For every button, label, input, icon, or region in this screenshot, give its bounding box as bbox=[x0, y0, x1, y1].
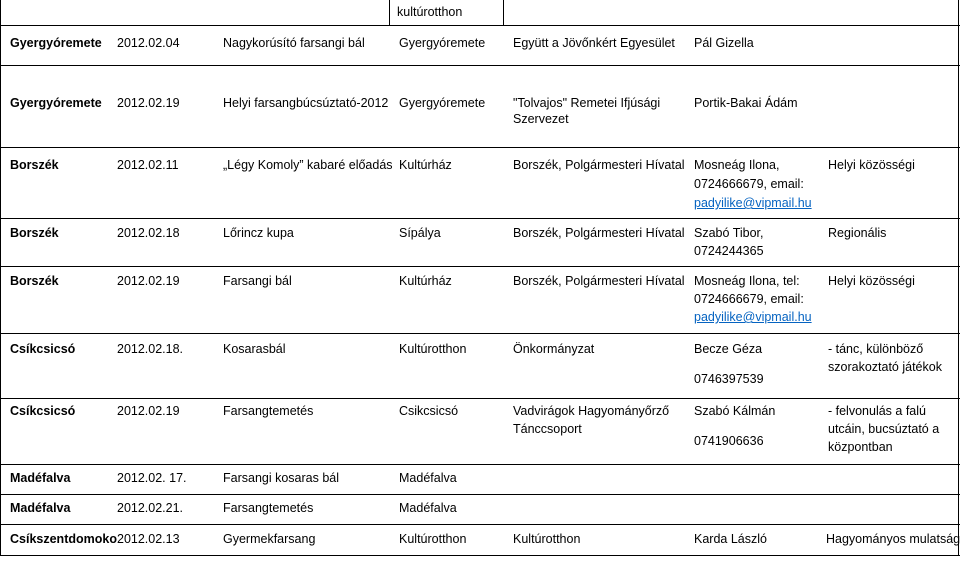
col-border bbox=[503, 0, 504, 26]
cell-location: Csíkcsicsó bbox=[10, 342, 76, 356]
cell-event: Lőrincz kupa bbox=[223, 226, 294, 240]
cell-type: - tánc, különböző bbox=[828, 342, 924, 356]
cell-venue: Gyergyóremete bbox=[399, 96, 486, 110]
cell-organizer: Szervezet bbox=[513, 112, 569, 126]
cell-organizer: Borszék, Polgármesteri Hívatal bbox=[513, 274, 685, 288]
cell-location: Csíkcsicsó bbox=[10, 404, 76, 418]
cell-contact: 0724666679, email: bbox=[694, 177, 804, 191]
cell-event: Helyi farsangbúcsúztató-2012 bbox=[223, 96, 389, 110]
row-border bbox=[0, 65, 960, 66]
cell-type: Regionális bbox=[828, 226, 887, 240]
cell-venue: Kultúrház bbox=[399, 158, 452, 172]
row-border bbox=[0, 147, 960, 148]
row-border bbox=[0, 464, 960, 465]
cell-contact: Mosneág Ilona, tel: bbox=[694, 274, 800, 288]
cell-contact: Mosneág Ilona, bbox=[694, 158, 780, 172]
cell-type: Helyi közösségi bbox=[828, 158, 915, 172]
cell-type: Hagyományos mulatság bbox=[826, 532, 960, 546]
cell-venue: Kultúrotthon bbox=[399, 532, 467, 546]
cell-type: - felvonulás a falú bbox=[828, 404, 926, 418]
cell-contact: 0724244365 bbox=[694, 244, 764, 258]
cell-event: Farsangi kosaras bál bbox=[223, 471, 340, 485]
cell-location: Borszék bbox=[10, 158, 59, 172]
cell-venue: Sípálya bbox=[399, 226, 441, 240]
cell-type: központban bbox=[828, 440, 893, 454]
row-border bbox=[0, 555, 960, 556]
cell-organizer: Önkormányzat bbox=[513, 342, 595, 356]
cell-date: 2012.02. 17. bbox=[117, 471, 187, 485]
cell-organizer: "Tolvajos" Remetei Ifjúsági bbox=[513, 96, 661, 110]
row-border bbox=[0, 524, 960, 525]
cell-contact: Pál Gizella bbox=[694, 36, 754, 50]
email-link[interactable]: padyilike@vipmail.hu bbox=[694, 310, 812, 324]
cell-date: 2012.02.18. bbox=[117, 342, 184, 356]
cell-venue: Kultúrház bbox=[399, 274, 452, 288]
cell-event: Farsangtemetés bbox=[223, 501, 314, 515]
cell-venue: Madéfalva bbox=[399, 501, 457, 515]
email-link[interactable]: padyilike@vipmail.hu bbox=[694, 196, 812, 210]
row-border bbox=[0, 494, 960, 495]
cell-date: 2012.02.19 bbox=[117, 274, 180, 288]
cell-contact: 0724666679, email: bbox=[694, 292, 804, 306]
cell-event: Farsangtemetés bbox=[223, 404, 314, 418]
col-border bbox=[958, 0, 959, 556]
cell-date: 2012.02.19 bbox=[117, 404, 180, 418]
row-border bbox=[0, 25, 960, 26]
cell-event: Nagykorúsító farsangi bál bbox=[223, 36, 365, 50]
row-border bbox=[0, 398, 960, 399]
cell-date: 2012.02.18 bbox=[117, 226, 180, 240]
cell-date: 2012.02.21. bbox=[117, 501, 184, 515]
cell-organizer: Vadvirágok Hagyományőrző bbox=[513, 404, 670, 418]
cell-location: Borszék bbox=[10, 226, 59, 240]
cell-contact: 0746397539 bbox=[694, 372, 764, 386]
col-border bbox=[0, 0, 1, 556]
cell-location: Csíkszentdomoko bbox=[10, 532, 117, 546]
cell-event: Gyermekfarsang bbox=[223, 532, 316, 546]
cell-type: utcáin, bucsúztató a bbox=[828, 422, 940, 436]
cell-event: Farsangi bál bbox=[223, 274, 292, 288]
cell-location: Gyergyóremete bbox=[10, 96, 102, 110]
cell-contact: Szabó Kálmán bbox=[694, 404, 776, 418]
cell-location: Madéfalva bbox=[10, 471, 71, 485]
cell-venue: Gyergyóremete bbox=[399, 36, 486, 50]
cell-event: Kosarasbál bbox=[223, 342, 286, 356]
cell-venue: kultúrotthon bbox=[397, 5, 463, 19]
cell-contact: Karda László bbox=[694, 532, 767, 546]
cell-venue: Csikcsicsó bbox=[399, 404, 459, 418]
cell-date: 2012.02.19 bbox=[117, 96, 180, 110]
row-border bbox=[0, 333, 960, 334]
cell-location: Borszék bbox=[10, 274, 59, 288]
cell-contact: 0741906636 bbox=[694, 434, 764, 448]
cell-organizer: Együtt a Jövőnkért Egyesület bbox=[513, 36, 675, 50]
cell-event: „Légy Komoly” kabaré előadás bbox=[223, 158, 393, 172]
cell-date: 2012.02.11 bbox=[117, 158, 179, 172]
cell-location: Madéfalva bbox=[10, 501, 71, 515]
cell-organizer: Borszék, Polgármesteri Hívatal bbox=[513, 158, 685, 172]
cell-date: 2012.02.13 bbox=[117, 532, 180, 546]
cell-venue: Madéfalva bbox=[399, 471, 457, 485]
cell-contact: Becze Géza bbox=[694, 342, 763, 356]
cell-type: Helyi közösségi bbox=[828, 274, 915, 288]
cell-contact: Szabó Tibor, bbox=[694, 226, 764, 240]
cell-organizer: Tánccsoport bbox=[513, 422, 582, 436]
cell-contact: Portik-Bakai Ádám bbox=[694, 96, 798, 110]
cell-venue: Kultúrotthon bbox=[399, 342, 467, 356]
row-border bbox=[0, 218, 960, 219]
cell-type: szorakoztató játékok bbox=[828, 360, 942, 374]
cell-location: Gyergyóremete bbox=[10, 36, 102, 50]
row-border bbox=[0, 266, 960, 267]
cell-date: 2012.02.04 bbox=[117, 36, 180, 50]
cell-organizer: Kultúrotthon bbox=[513, 532, 581, 546]
cell-organizer: Borszék, Polgármesteri Hívatal bbox=[513, 226, 685, 240]
col-border bbox=[389, 0, 390, 26]
